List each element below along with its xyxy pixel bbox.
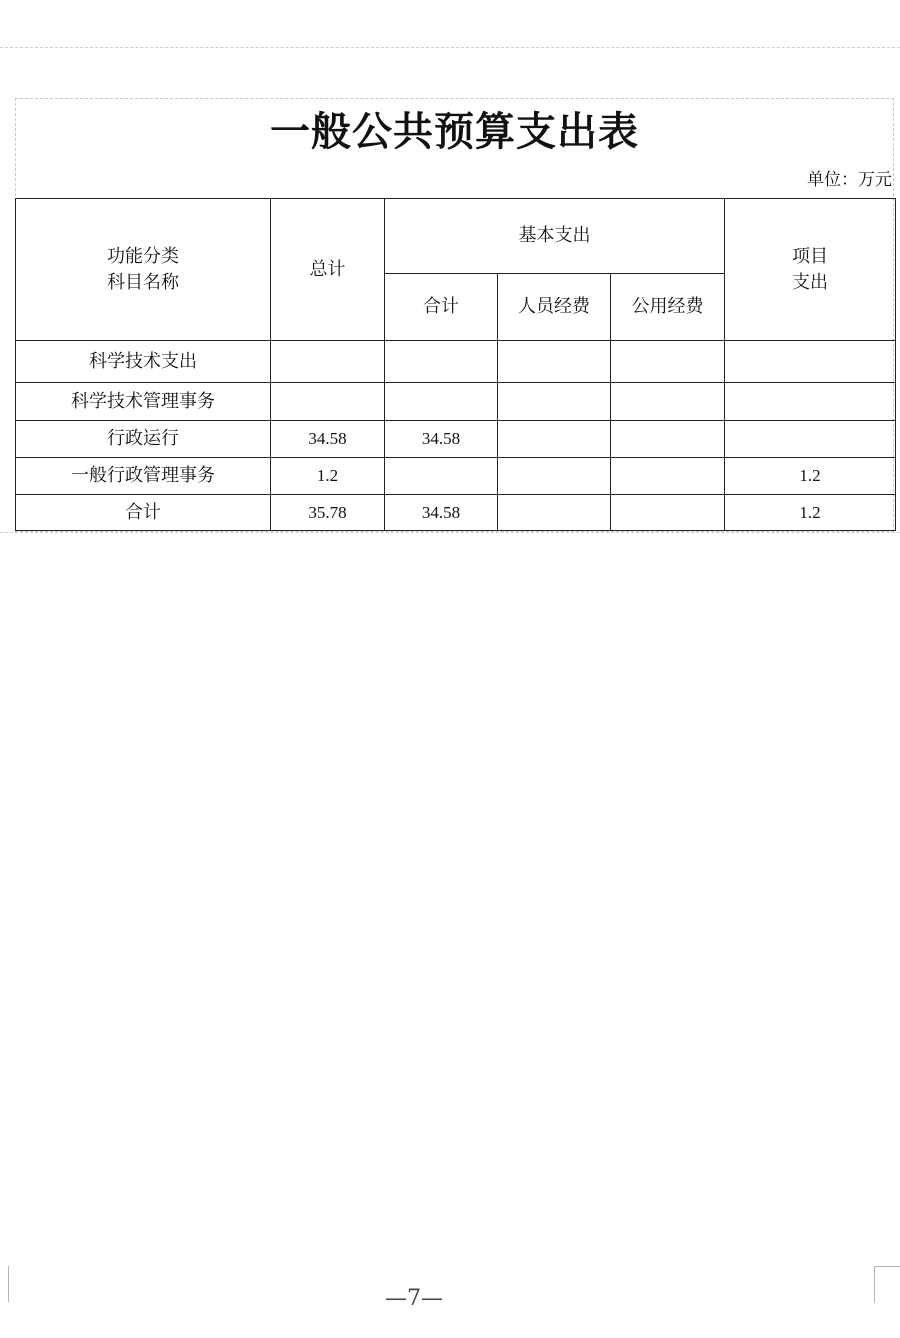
row-name: 行政运行 — [16, 421, 271, 458]
header-project-line2: 支出 — [792, 271, 829, 293]
budget-table — [15, 198, 896, 531]
row-project — [725, 383, 896, 421]
row-public — [611, 458, 725, 495]
table-row — [16, 458, 896, 495]
footer-total: 35.78 — [271, 495, 385, 531]
row-public — [611, 421, 725, 458]
footer-public — [611, 495, 725, 531]
footer-personnel — [498, 495, 611, 531]
header-project-line1: 项目 — [792, 245, 829, 267]
row-basic-sum: 34.58 — [385, 421, 498, 458]
row-public — [611, 383, 725, 421]
header-public: 公用经费 — [611, 274, 725, 341]
row-project — [725, 341, 896, 383]
header-category-line1: 功能分类 — [107, 245, 179, 267]
row-name: 科学技术管理事务 — [16, 383, 271, 421]
table-row — [16, 341, 896, 383]
table-row — [16, 421, 896, 458]
header-total: 总计 — [271, 199, 385, 341]
unit-label: 单位：万元 — [807, 170, 892, 190]
row-personnel — [498, 458, 611, 495]
row-project: 1.2 — [725, 458, 896, 495]
document-title: 一般公共预算支出表 — [270, 108, 639, 155]
page-number: —7— — [385, 1286, 443, 1311]
row-personnel — [498, 421, 611, 458]
row-personnel — [498, 383, 611, 421]
header-project — [725, 199, 896, 341]
crop-mark-right — [874, 1266, 900, 1303]
row-total: 1.2 — [271, 458, 385, 495]
header-category — [16, 199, 271, 341]
row-total — [271, 341, 385, 383]
row-project — [725, 421, 896, 458]
row-basic-sum — [385, 383, 498, 421]
header-basic: 基本支出 — [385, 199, 725, 274]
table-footer-row — [16, 495, 896, 531]
row-basic-sum — [385, 341, 498, 383]
row-name: 科学技术支出 — [16, 341, 271, 383]
header-personnel: 人员经费 — [498, 274, 611, 341]
row-name: 一般行政管理事务 — [16, 458, 271, 495]
header-basic-sum: 合计 — [385, 274, 498, 341]
footer-basic-sum: 34.58 — [385, 495, 498, 531]
page-top-rule — [0, 47, 900, 48]
footer-name: 合计 — [16, 495, 271, 531]
table-row — [16, 383, 896, 421]
row-total — [271, 383, 385, 421]
row-public — [611, 341, 725, 383]
footer-project: 1.2 — [725, 495, 896, 531]
header-category-line2: 科目名称 — [107, 271, 179, 293]
row-basic-sum — [385, 458, 498, 495]
row-total: 34.58 — [271, 421, 385, 458]
row-personnel — [498, 341, 611, 383]
page-section-rule — [0, 532, 900, 533]
